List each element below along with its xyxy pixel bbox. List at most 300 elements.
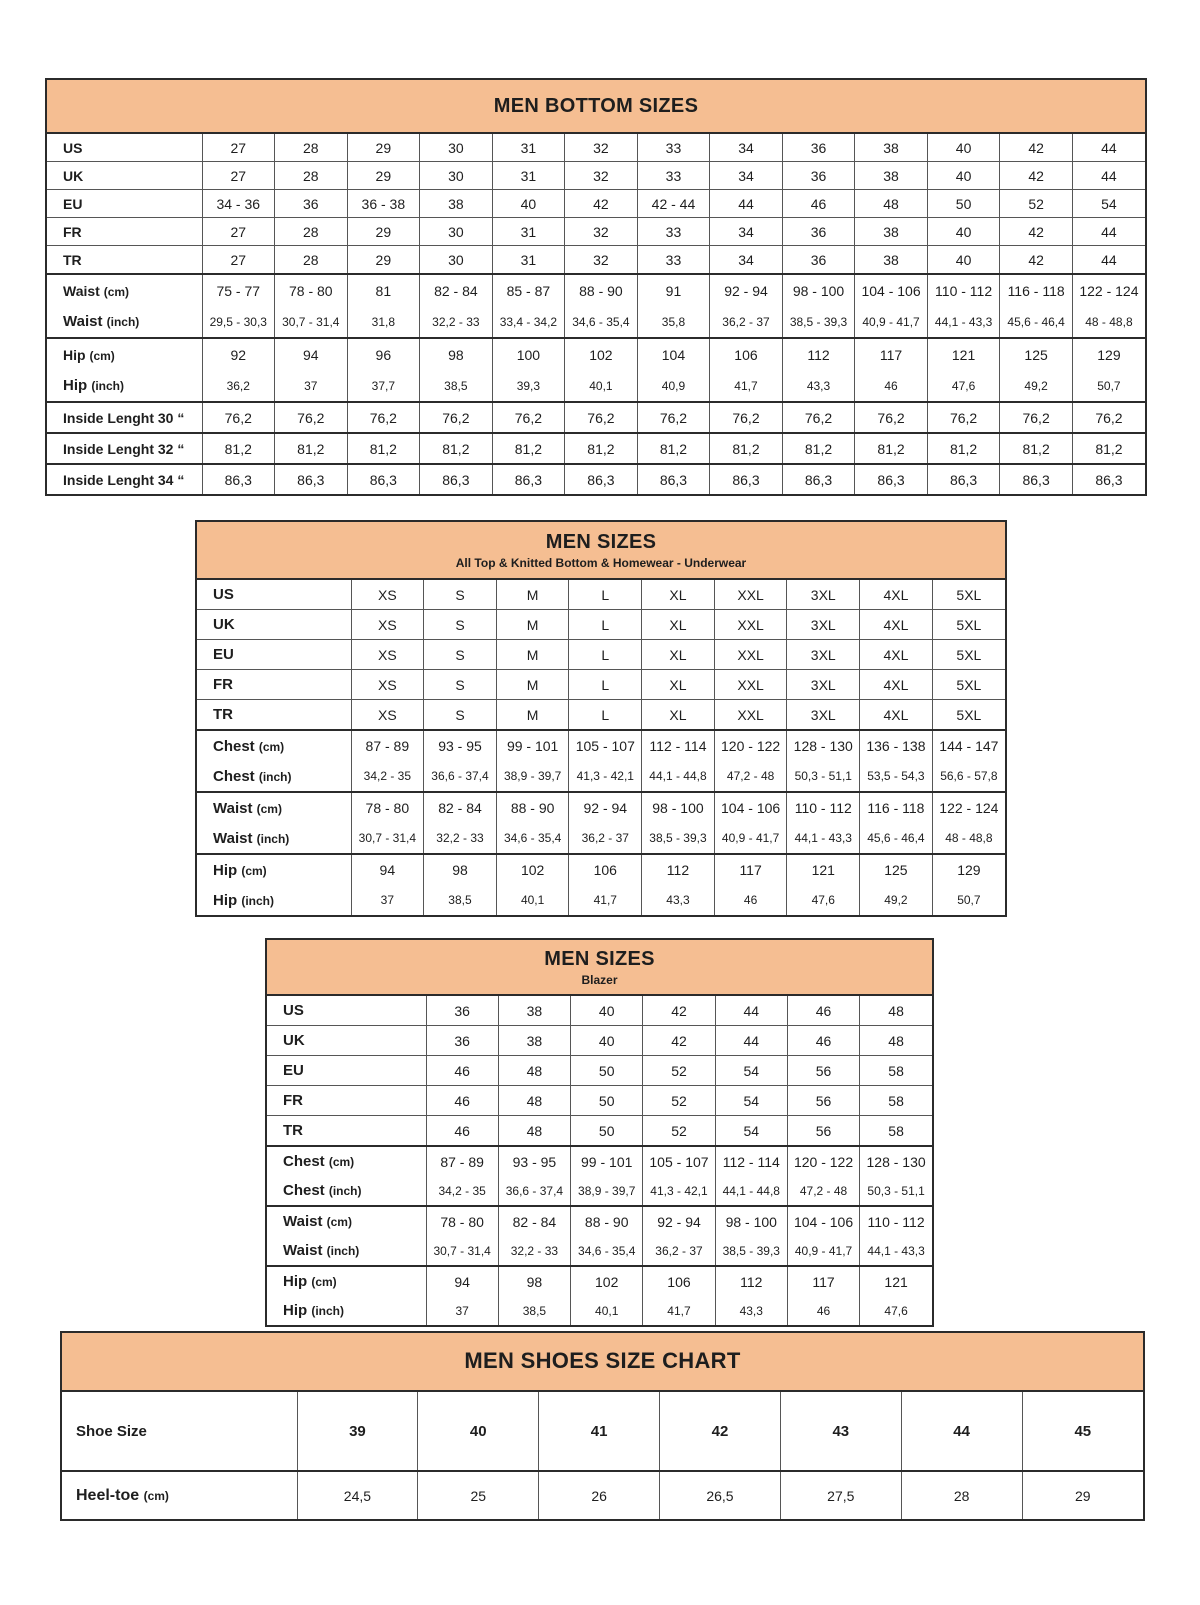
table-cell: XXL	[714, 670, 787, 700]
table-cell: 86,3	[855, 464, 928, 494]
table-cell: 40,9 - 41,7	[714, 823, 787, 854]
table-cell: 40	[927, 134, 1000, 162]
table-cell: 42	[643, 996, 715, 1026]
table-cell: 50	[927, 190, 1000, 218]
table-cell: 54	[1072, 190, 1145, 218]
table-row	[267, 996, 932, 1026]
table-cell: 99 - 101	[496, 730, 569, 761]
table-cell: 30,7 - 31,4	[426, 1236, 498, 1266]
table-row	[197, 610, 1005, 640]
table-cell: S	[424, 580, 497, 610]
table-cell: L	[569, 700, 642, 731]
table-cell: 44	[1072, 134, 1145, 162]
table-cell: 106	[710, 338, 783, 370]
men-blazer-sizes-grid	[267, 996, 932, 1325]
row-label: UK	[197, 610, 351, 640]
table-cell: 120 - 122	[787, 1146, 859, 1176]
table-cell: 106	[569, 854, 642, 885]
table-cell: 34	[710, 218, 783, 246]
table-cell: 44	[901, 1392, 1022, 1471]
table-cell: 56,6 - 57,8	[932, 761, 1005, 792]
table-cell: 47,2 - 48	[714, 761, 787, 792]
table-cell: 39	[297, 1392, 418, 1471]
table-cell: 41,7	[643, 1296, 715, 1325]
row-label: Waist (cm)	[47, 274, 202, 306]
table-cell: XL	[642, 640, 715, 670]
row-unit: (inch)	[241, 893, 275, 908]
table-cell: 76,2	[782, 402, 855, 433]
table-cell: 100	[492, 338, 565, 370]
table-cell: 34,2 - 35	[351, 761, 424, 792]
row-label: UK	[47, 162, 202, 190]
table-cell: 86,3	[565, 464, 638, 494]
row-unit: (cm)	[89, 348, 115, 363]
table-cell: 86,3	[710, 464, 783, 494]
table-cell: 31	[492, 162, 565, 190]
men-bottom-sizes-header	[47, 80, 1145, 134]
table-cell: 44	[715, 996, 787, 1026]
table-cell: 38,5 - 39,3	[715, 1236, 787, 1266]
table-cell: 42	[643, 1026, 715, 1056]
table-cell: 30,7 - 31,4	[275, 306, 348, 338]
table-cell: 32	[565, 162, 638, 190]
table-cell: 32	[565, 246, 638, 275]
row-label: Heel-toe (cm)	[62, 1471, 297, 1519]
row-label: US	[63, 139, 83, 156]
table-cell: 86,3	[637, 464, 710, 494]
table-cell: 3XL	[787, 580, 860, 610]
table-cell: 81,2	[565, 433, 638, 464]
table-cell: 5XL	[932, 640, 1005, 670]
table-cell: 27,5	[780, 1471, 901, 1519]
row-unit: (inch)	[256, 831, 290, 846]
table-row	[197, 854, 1005, 885]
table-cell: 82 - 84	[424, 792, 497, 823]
table-cell: XS	[351, 640, 424, 670]
row-unit: (inch)	[311, 1304, 345, 1318]
table-cell: XXL	[714, 640, 787, 670]
table-cell: L	[569, 580, 642, 610]
row-label: Waist (inch)	[213, 829, 290, 847]
table-cell: 50,7	[1072, 370, 1145, 402]
table-cell: 43,3	[715, 1296, 787, 1325]
table-cell: 34,2 - 35	[426, 1176, 498, 1206]
table-cell: 78 - 80	[275, 274, 348, 306]
row-label: EU	[197, 640, 351, 670]
table-row	[47, 338, 1145, 370]
table-cell: 86,3	[1000, 464, 1073, 494]
table-cell: 28	[275, 134, 348, 162]
table-cell: 50,3 - 51,1	[787, 761, 860, 792]
table-cell: 44,1 - 43,3	[927, 306, 1000, 338]
row-unit: (inch)	[326, 1244, 360, 1258]
table-cell: 31	[492, 246, 565, 275]
table-cell: 30	[420, 246, 493, 275]
row-label: Hip (cm)	[47, 338, 202, 370]
table-cell: 32,2 - 33	[420, 306, 493, 338]
table-cell: 78 - 80	[426, 1206, 498, 1236]
table-cell: XXL	[714, 580, 787, 610]
table-title: MEN SIZES	[544, 947, 655, 970]
row-label: UK	[267, 1026, 426, 1056]
table-cell: 34	[710, 162, 783, 190]
table-cell: S	[424, 700, 497, 731]
table-cell: 58	[860, 1056, 932, 1086]
table-row	[197, 640, 1005, 670]
table-row	[62, 1392, 1143, 1471]
table-cell: 33,4 - 34,2	[492, 306, 565, 338]
table-cell: 129	[932, 854, 1005, 885]
table-row	[267, 1146, 932, 1176]
table-cell: 76,2	[492, 402, 565, 433]
row-unit: (inch)	[328, 1184, 362, 1198]
table-cell: 39,3	[492, 370, 565, 402]
table-cell: 3XL	[787, 610, 860, 640]
table-cell: S	[424, 610, 497, 640]
table-cell: 94	[426, 1266, 498, 1296]
table-cell: 99 - 101	[571, 1146, 643, 1176]
table-row	[47, 464, 1145, 494]
table-cell: 47,6	[927, 370, 1000, 402]
table-cell: 37	[275, 370, 348, 402]
table-row	[197, 730, 1005, 761]
table-cell: 102	[565, 338, 638, 370]
row-unit: (cm)	[328, 1155, 355, 1169]
table-cell: 98 - 100	[715, 1206, 787, 1236]
table-cell: XS	[351, 670, 424, 700]
table-cell: 112	[642, 854, 715, 885]
table-cell: 38,9 - 39,7	[496, 761, 569, 792]
table-cell: 41	[539, 1392, 660, 1471]
table-cell: 46	[787, 1026, 859, 1056]
table-cell: XL	[642, 670, 715, 700]
table-row	[47, 402, 1145, 433]
table-cell: 76,2	[855, 402, 928, 433]
table-row	[267, 1296, 932, 1325]
table-cell: 41,3 - 42,1	[643, 1176, 715, 1206]
table-cell: 128 - 130	[787, 730, 860, 761]
table-cell: 46	[426, 1116, 498, 1147]
row-unit: (cm)	[241, 863, 267, 878]
table-cell: 3XL	[787, 700, 860, 731]
table-cell: 44,1 - 43,3	[787, 823, 860, 854]
table-cell: 44,1 - 44,8	[642, 761, 715, 792]
table-cell: 110 - 112	[860, 1206, 932, 1236]
table-cell: 117	[787, 1266, 859, 1296]
table-cell: 45,6 - 46,4	[860, 823, 933, 854]
table-cell: 30	[420, 162, 493, 190]
table-cell: 54	[715, 1086, 787, 1116]
table-cell: 54	[715, 1116, 787, 1147]
table-cell: 76,2	[420, 402, 493, 433]
table-cell: 98	[420, 338, 493, 370]
table-cell: 32	[565, 218, 638, 246]
table-cell: 104	[637, 338, 710, 370]
table-cell: 44	[715, 1026, 787, 1056]
table-cell: 25	[418, 1471, 539, 1519]
row-label: Hip (inch)	[63, 377, 125, 394]
table-cell: 46	[714, 885, 787, 915]
table-cell: 38,5	[420, 370, 493, 402]
table-cell: 88 - 90	[571, 1206, 643, 1236]
table-cell: 42	[1000, 218, 1073, 246]
row-unit: (cm)	[311, 1275, 337, 1289]
row-unit: (inch)	[106, 315, 140, 329]
table-cell: 31	[492, 218, 565, 246]
row-label: Waist (inch)	[63, 313, 140, 330]
row-label: Chest (inch)	[213, 767, 292, 785]
row-label: Shoe Size	[76, 1422, 147, 1440]
table-row	[267, 1056, 932, 1086]
table-cell: S	[424, 670, 497, 700]
table-cell: 42	[1000, 246, 1073, 275]
row-unit: (cm)	[103, 284, 130, 299]
table-cell: 24,5	[297, 1471, 418, 1519]
table-title: MEN SIZES	[545, 530, 657, 553]
table-cell: 37	[426, 1296, 498, 1325]
table-cell: 29	[1022, 1471, 1143, 1519]
table-cell: 29,5 - 30,3	[202, 306, 275, 338]
table-cell: 106	[643, 1266, 715, 1296]
table-cell: 117	[855, 338, 928, 370]
men-top-sizes-table	[195, 520, 1007, 917]
table-row	[197, 580, 1005, 610]
table-cell: 5XL	[932, 580, 1005, 610]
table-cell: 93 - 95	[498, 1146, 570, 1176]
table-cell: 29	[347, 162, 420, 190]
table-cell: 92	[202, 338, 275, 370]
table-cell: 38,5 - 39,3	[782, 306, 855, 338]
table-cell: 46	[782, 190, 855, 218]
table-cell: 86,3	[927, 464, 1000, 494]
row-label: TR	[47, 246, 202, 275]
table-row	[267, 1266, 932, 1296]
table-cell: 93 - 95	[424, 730, 497, 761]
table-cell: 29	[347, 246, 420, 275]
table-cell: 34	[710, 246, 783, 275]
table-cell: 105 - 107	[569, 730, 642, 761]
table-cell: 125	[1000, 338, 1073, 370]
table-cell: 102	[496, 854, 569, 885]
table-cell: 81,2	[347, 433, 420, 464]
table-row	[62, 1471, 1143, 1519]
row-label: US	[283, 1002, 304, 1019]
table-row	[267, 1026, 932, 1056]
table-cell: 75 - 77	[202, 274, 275, 306]
table-cell: 44	[1072, 162, 1145, 190]
table-cell: 81,2	[782, 433, 855, 464]
table-cell: 36	[782, 162, 855, 190]
table-cell: XL	[642, 700, 715, 731]
table-cell: 47,2 - 48	[787, 1176, 859, 1206]
table-cell: 86,3	[492, 464, 565, 494]
table-cell: 29	[347, 134, 420, 162]
table-cell: XS	[351, 580, 424, 610]
table-cell: 129	[1072, 338, 1145, 370]
table-cell: 40	[927, 162, 1000, 190]
table-cell: 81,2	[492, 433, 565, 464]
table-cell: 44,1 - 44,8	[715, 1176, 787, 1206]
table-cell: 112 - 114	[715, 1146, 787, 1176]
table-cell: 98 - 100	[782, 274, 855, 306]
table-cell: 120 - 122	[714, 730, 787, 761]
table-cell: 4XL	[860, 580, 933, 610]
table-cell: 38,9 - 39,7	[571, 1176, 643, 1206]
table-cell: 3XL	[787, 670, 860, 700]
table-cell: 116 - 118	[860, 792, 933, 823]
table-cell: 78 - 80	[351, 792, 424, 823]
table-cell: 56	[787, 1056, 859, 1086]
table-cell: M	[496, 670, 569, 700]
table-cell: L	[569, 670, 642, 700]
table-cell: M	[496, 610, 569, 640]
table-cell: 48	[860, 996, 932, 1026]
table-cell: 136 - 138	[860, 730, 933, 761]
table-cell: 54	[715, 1056, 787, 1086]
table-cell: 31	[492, 134, 565, 162]
table-cell: 76,2	[347, 402, 420, 433]
table-cell: 52	[1000, 190, 1073, 218]
table-cell: L	[569, 610, 642, 640]
table-cell: 40	[571, 996, 643, 1026]
table-cell: 43,3	[782, 370, 855, 402]
table-cell: 112	[782, 338, 855, 370]
table-cell: 26,5	[660, 1471, 781, 1519]
table-cell: 43	[780, 1392, 901, 1471]
men-bottom-sizes-grid	[47, 134, 1145, 494]
table-cell: 94	[275, 338, 348, 370]
table-row	[267, 1236, 932, 1266]
table-cell: 38	[855, 134, 928, 162]
row-label: Chest (cm)	[267, 1146, 426, 1176]
row-label: Inside Lenght 30 “	[47, 402, 202, 433]
table-cell: 34,6 - 35,4	[565, 306, 638, 338]
table-cell: XL	[642, 610, 715, 640]
table-cell: 76,2	[202, 402, 275, 433]
table-cell: 42	[565, 190, 638, 218]
table-cell: 53,5 - 54,3	[860, 761, 933, 792]
row-label: FR	[267, 1086, 426, 1116]
men-top-sizes-grid	[197, 580, 1005, 915]
table-cell: 86,3	[420, 464, 493, 494]
table-cell: 37	[351, 885, 424, 915]
table-row	[47, 162, 1145, 190]
table-cell: 48	[860, 1026, 932, 1056]
table-cell: 44	[710, 190, 783, 218]
table-cell: 76,2	[275, 402, 348, 433]
table-cell: 40	[418, 1392, 539, 1471]
table-cell: 46	[787, 996, 859, 1026]
table-cell: 76,2	[637, 402, 710, 433]
table-cell: 52	[643, 1086, 715, 1116]
row-label: Hip (inch)	[213, 891, 275, 909]
table-cell: 36,6 - 37,4	[498, 1176, 570, 1206]
table-cell: 41,3 - 42,1	[569, 761, 642, 792]
row-label: Inside Lenght 32 “	[47, 433, 202, 464]
table-cell: 34 - 36	[202, 190, 275, 218]
table-cell: 117	[714, 854, 787, 885]
table-cell: XS	[351, 700, 424, 731]
table-cell: 105 - 107	[643, 1146, 715, 1176]
table-cell: 36	[426, 1026, 498, 1056]
table-cell: 50	[571, 1086, 643, 1116]
table-cell: 38	[420, 190, 493, 218]
table-cell: 36	[782, 134, 855, 162]
row-label: Chest (cm)	[197, 730, 351, 761]
table-cell: 40,1	[496, 885, 569, 915]
table-cell: M	[496, 700, 569, 731]
table-cell: 86,3	[202, 464, 275, 494]
table-cell: 36,6 - 37,4	[424, 761, 497, 792]
row-label: Hip (inch)	[283, 1302, 345, 1319]
table-cell: 41,7	[569, 885, 642, 915]
table-row	[197, 885, 1005, 915]
table-row	[47, 246, 1145, 275]
table-cell: 28	[275, 218, 348, 246]
table-cell: 27	[202, 218, 275, 246]
men-blazer-sizes-header	[267, 940, 932, 996]
table-row	[47, 370, 1145, 402]
row-label: Hip (cm)	[267, 1266, 426, 1296]
men-top-sizes-header	[197, 522, 1005, 580]
table-cell: 44	[1072, 246, 1145, 275]
table-cell: S	[424, 640, 497, 670]
table-cell: 92 - 94	[643, 1206, 715, 1236]
table-cell: 86,3	[275, 464, 348, 494]
table-row	[47, 134, 1145, 162]
table-cell: 121	[860, 1266, 932, 1296]
table-cell: 3XL	[787, 640, 860, 670]
table-cell: 125	[860, 854, 933, 885]
table-cell: 38	[855, 246, 928, 275]
table-cell: 116 - 118	[1000, 274, 1073, 306]
table-cell: 122 - 124	[1072, 274, 1145, 306]
row-label: Chest (inch)	[283, 1182, 362, 1199]
table-cell: 32,2 - 33	[424, 823, 497, 854]
table-cell: 27	[202, 246, 275, 275]
table-cell: 81,2	[1072, 433, 1145, 464]
table-cell: 38	[498, 996, 570, 1026]
table-cell: 82 - 84	[420, 274, 493, 306]
table-title: MEN BOTTOM SIZES	[493, 95, 699, 117]
table-cell: 96	[347, 338, 420, 370]
row-label: TR	[267, 1116, 426, 1147]
table-cell: 40	[492, 190, 565, 218]
table-cell: 98	[424, 854, 497, 885]
table-cell: 33	[637, 162, 710, 190]
table-row	[267, 1086, 932, 1116]
table-cell: 144 - 147	[932, 730, 1005, 761]
table-cell: XXL	[714, 700, 787, 731]
table-cell: 38,5	[424, 885, 497, 915]
table-cell: 38,5 - 39,3	[642, 823, 715, 854]
table-cell: 40,9	[637, 370, 710, 402]
row-unit: (cm)	[256, 801, 282, 816]
table-cell: 5XL	[932, 670, 1005, 700]
table-cell: 81	[347, 274, 420, 306]
table-cell: 38,5	[498, 1296, 570, 1325]
table-cell: 81,2	[1000, 433, 1073, 464]
table-cell: 86,3	[782, 464, 855, 494]
table-cell: 28	[901, 1471, 1022, 1519]
row-unit: (cm)	[326, 1215, 352, 1229]
table-cell: 27	[202, 134, 275, 162]
table-cell: 36	[426, 996, 498, 1026]
table-cell: 4XL	[860, 700, 933, 731]
men-shoes-size-grid	[62, 1392, 1143, 1519]
table-cell: 38	[855, 218, 928, 246]
table-cell: 34,6 - 35,4	[496, 823, 569, 854]
